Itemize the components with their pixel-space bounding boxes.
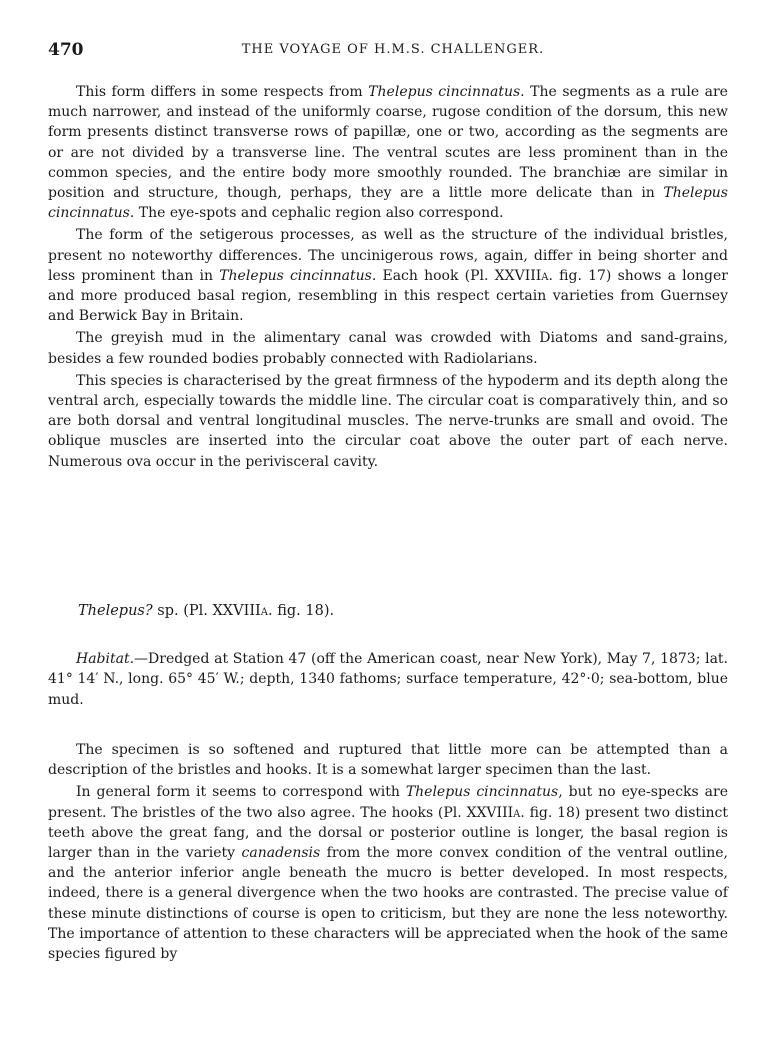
paragraph-general-form xyxy=(48,782,728,964)
paragraph-form-differs xyxy=(48,82,728,223)
lower-body-text xyxy=(48,740,728,964)
text-run: This form differs in some respects from xyxy=(76,84,369,100)
species-name: Thelepus cincinnatus xyxy=(368,84,521,100)
text-run: from the more convex condition of the ventral outline, and the anterior inferior angle beneath the mucro is better developed. In most respects, indeed, there is a general divergence when the two hooks are contrasted. The precise value of these minute distinctions of course is open to criticism, but they are none the less noteworthy. The importance of attention to these characters will be appreciated when the hook of the same species figured by xyxy=(48,845,728,963)
text-run: . Each hook (Pl. XXVIII xyxy=(371,267,542,284)
paragraph-specimen-softened: The specimen is so softened and ruptured that little more can be attempted than a description of the bristles and hooks. It is a somewhat larger specimen than the last. xyxy=(48,742,728,779)
paragraph-greyish-mud: The greyish mud in the alimentary canal was crowded with Diatoms and sand-grains, besides a few rounded bodies probably connected with Radiolarians. xyxy=(48,330,728,367)
text-run: sp. (Pl. XXVIII xyxy=(152,603,261,619)
plate-suffix: a xyxy=(260,603,269,619)
habitat-paragraph xyxy=(48,649,728,710)
text-run: . The eye-spots and cephalic region also correspond. xyxy=(129,205,504,222)
variety-name: canadensis xyxy=(241,845,321,862)
species-heading xyxy=(78,603,334,619)
habitat-block xyxy=(48,649,728,710)
species-heading-name: Thelepus? xyxy=(78,603,153,619)
running-title: THE VOYAGE OF H.M.S. CHALLENGER. xyxy=(241,42,545,57)
page-header xyxy=(48,40,738,64)
habitat-text: —Dredged at Station 47 (off the American coast, near New York), May 7, 1873; lat. 41° 14′ N., long. 65° 45′ W.; depth, 1340 fathoms; surface temperature, 42°·0; sea-bottom, blue mud. xyxy=(48,651,728,708)
species-name: Thelepus cincinnatus xyxy=(48,185,728,222)
text-run: . fig. 17) shows a longer and more produced basal region, resembling in this respect certain varieties from Guernsey and Berwick Bay in Britain. xyxy=(48,267,728,325)
text-run: . fig. 18). xyxy=(268,603,335,619)
text-run: , but no eye-specks are present. The bristles of the two also agree. The hooks (Pl. XXVIII xyxy=(48,784,728,821)
habitat-label: Habitat. xyxy=(76,651,135,667)
paragraph-setigerous xyxy=(48,225,728,326)
text-run: . fig. 18) present two distinct teeth above the great fang, and the dorsal or posterior outline is longer, the basal region is larger than in the variety xyxy=(48,804,728,862)
text-run: . The segments as a rule are much narrower, and instead of the uniformly coarse, rugose condition of the dorsum, this new form presents distinct transverse rows of papillæ, one or two, according as the segments are or are not divided by a transverse line. The ventral scutes are less prominent than in the common species, and the entire body more smoothly rounded. The branchiæ are similar in position and structure, though, perhaps, they are a little more delicate than in xyxy=(48,84,728,202)
species-name: Thelepus cincinnatus xyxy=(219,267,372,284)
body-text xyxy=(48,82,728,472)
paragraph-characterised: This species is characterised by the great firmness of the hypoderm and its depth along the ventral arch, especially towards the middle line. The circular coat is comparatively thin, and so are both dorsal and ventral longitudinal muscles. The nerve-trunks are small and ovoid. The oblique muscles are inserted into the circular coat above the outer part of each nerve. Numerous ova occur in the perivisceral cavity. xyxy=(48,372,728,470)
text-run: In general form it seems to correspond with xyxy=(76,784,406,801)
plate-suffix: a xyxy=(513,804,521,821)
page-number: 470 xyxy=(48,40,84,60)
text-run: The form of the setigerous processes, as well as the structure of the individual bristles, present no noteworthy differences. The uncinigerous rows, again, differ in being shorter and less prominent than in xyxy=(48,227,728,284)
plate-suffix: a xyxy=(541,267,549,284)
species-name: Thelepus cincinnatus xyxy=(405,784,559,801)
